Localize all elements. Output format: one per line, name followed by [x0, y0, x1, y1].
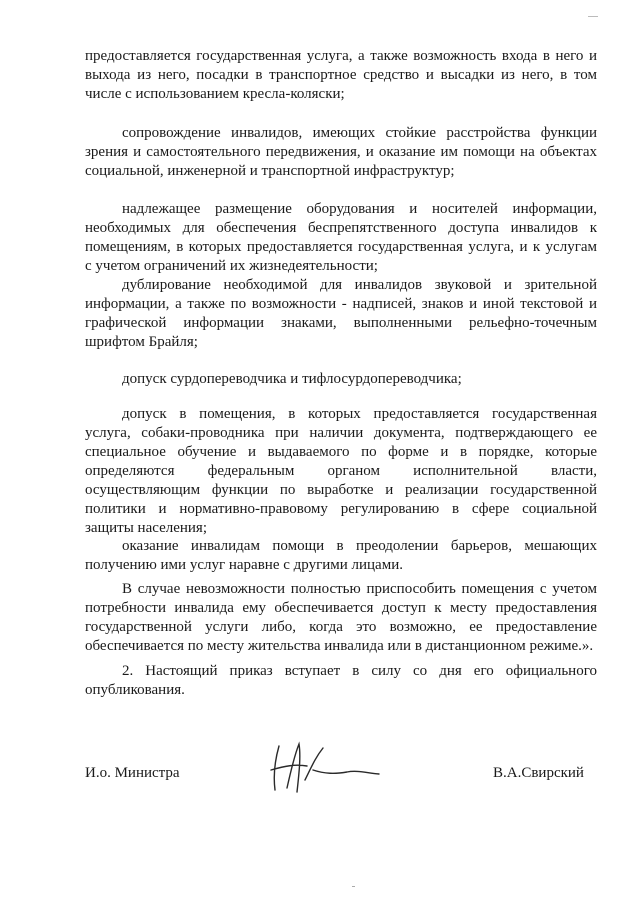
text-line: графической информации знаками, выполненными рельефно-точечным: [85, 315, 597, 331]
text-line: допуск сурдопереводчика и тифлосурдопереводчика;: [122, 371, 462, 387]
text-line: потребности инвалида ему обеспечивается доступ к месту предоставления: [85, 600, 597, 616]
text-line: государственной услуги либо, когда это возможно, ее предоставление: [85, 619, 597, 635]
text-line: дублирование необходимой для инвалидов звуковой и зрительной: [122, 277, 597, 293]
text-line: надлежащее размещение оборудования и носителей информации,: [122, 201, 597, 217]
text-line: специальное обучение и выдаваемого по форме и в порядке, которые: [85, 444, 597, 460]
text-line: предоставляется государственная услуга, а также возможность входа в него и: [85, 48, 597, 64]
paragraph-effective-date: [85, 662, 597, 700]
paragraph-equipment: [85, 200, 597, 276]
text-line: опубликования.: [85, 682, 185, 698]
paragraph-barriers: [85, 537, 597, 575]
paragraph-impossibility: [85, 580, 597, 656]
text-line: необходимых для обеспечения беспрепятственного доступа инвалидов к: [85, 220, 597, 236]
text-line: обеспечивается по месту жительства инвалида или в дистанционном режиме.».: [85, 638, 594, 654]
signatory-position: И.о. Министра: [85, 765, 180, 781]
signatory-name: В.А.Свирский: [493, 765, 584, 781]
text-line: зрения и самостоятельного передвижения, и оказание им помощи на объектах: [85, 144, 597, 160]
paragraph-interpreter: [85, 370, 597, 389]
text-line: защиты населения;: [85, 520, 207, 536]
text-line: 2. Настоящий приказ вступает в силу со дня его официального: [122, 663, 597, 679]
text-line: осуществляющим функции по выработке и реализации государственной: [85, 482, 597, 498]
paragraph-escort: [85, 124, 597, 181]
text-line: получению ими услуг наравне с другими лицами.: [85, 557, 403, 573]
text-line: числе с использованием кресла-коляски;: [85, 86, 345, 102]
text-line: допуск в помещения, в которых предоставляется государственная: [122, 406, 597, 422]
text-line: оказание инвалидам помощи в преодолении барьеров, мешающих: [122, 538, 597, 554]
paragraph-continuation: [85, 47, 597, 104]
text-line: информации, а также по возможности - надписей, знаков и иной текстовой и: [85, 296, 597, 312]
scan-mark: [588, 16, 598, 17]
text-line: политики и нормативно-правовому регулированию в сфере социальной: [85, 501, 597, 517]
text-line: шрифтом Брайля;: [85, 334, 198, 350]
text-line: услуга, собаки-проводника при наличии документа, подтверждающего ее: [85, 425, 597, 441]
text-line: определяются федеральным органом исполнительной власти,: [85, 463, 597, 479]
paragraph-duplication: [85, 276, 597, 352]
text-line: выхода из него, посадки в транспортное средство и высадки из него, в том: [85, 67, 597, 83]
text-line: социальной, инженерной и транспортной инфраструктур;: [85, 163, 455, 179]
text-line: с учетом ограничений их жизнедеятельности;: [85, 258, 378, 274]
text-line: В случае невозможности полностью приспособить помещения с учетом: [122, 581, 597, 597]
text-line: помещениям, в которых предоставляется государственная услуга, и к услугам: [85, 239, 597, 255]
scan-dot: [352, 886, 355, 887]
handwritten-signature: [265, 740, 385, 796]
text-line: сопровождение инвалидов, имеющих стойкие расстройства функции: [122, 125, 597, 141]
paragraph-guide-dog: [85, 405, 597, 538]
